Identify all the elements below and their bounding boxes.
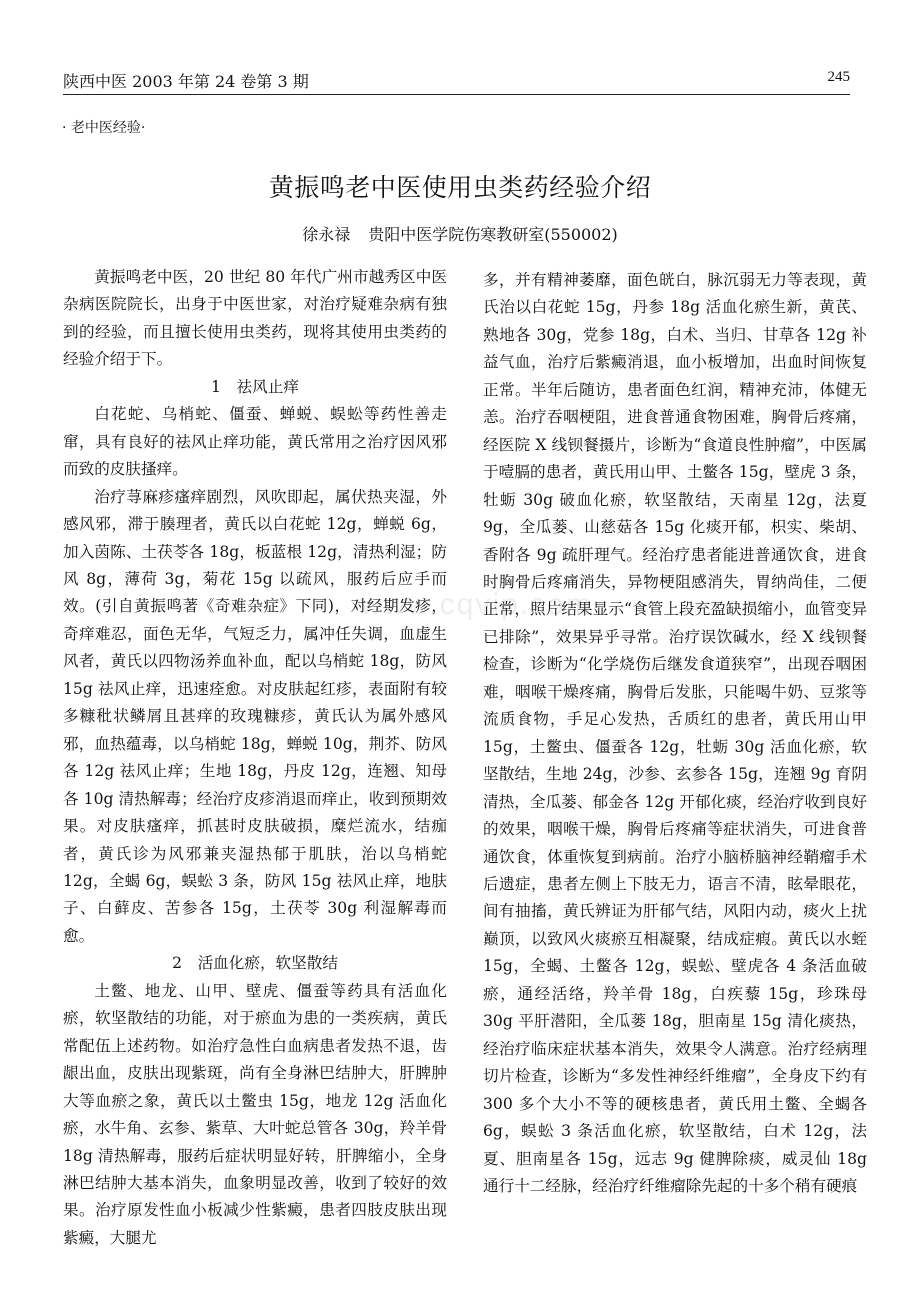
- body-paragraph: 土鳖、地龙、山甲、壁虎、僵蚕等药具有活血化瘀，软坚散结的功能，对于瘀血为患的一类疾病，黄氏常配伍上述药物。如治疗急性白血病患者发热不退，齿龈出血，皮肤出现紫斑，尚有全身淋巴结肿大，肝脾肿大等血瘀之象，黄氏以土鳖虫 15g，地龙 12g 活血化瘀，水牛角、玄参、紫草、大叶蛇总管各 30g，羚羊骨 18g 清热解毒，服药后症状明显好转，肝脾缩小，全身淋巴结肿大基本消失，血象明显改善，收到了较好的效果。治疗原发性血小板减少性紫癜，患者四肢皮肤出现紫癜，大腿尤: [63, 981, 447, 1247]
- page-number: 245: [827, 69, 850, 85]
- section-heading-1: 1 祛风止痒: [211, 377, 299, 396]
- author-affiliation: 贵阳中医学院伤寒教研室(550002): [368, 225, 618, 244]
- running-header: [63, 66, 850, 95]
- intro-paragraph: 黄振鸣老中医，20 世纪 80 年代广州市越秀区中医杂病医院院长，出身于中医世家，对治疗疑难杂病有独到的经验，而且擅长使用虫类药，现将其使用虫类药的经验介绍于下。: [63, 268, 447, 369]
- body-paragraph: 治疗荨麻疹瘙痒剧烈，风吹即起，属伏热夹湿，外感风邪，滞于腠理者，黄氏以白花蛇 12g，蝉蜕 6g，加入茵陈、土茯苓各 18g，板蓝根 12g，清热利湿；防风 8g，薄荷 3g，菊花 15g 以疏风，服药后应手而效。(引自黄振鸣著《奇难杂症》下同)，对经期发疹，奇痒难忍，面色无华，气短乏力，属冲任失调，血虚生风者，黄氏以四物汤养血补血，配以乌梢蛇 18g，防风 15g 祛风止痒，迅速痊愈。对皮肤起红疹，表面附有较多糠秕状鳞屑且甚痒的玫瑰糠疹，黄氏认为属外感风邪，血热蕴毒，以乌梢蛇 18g，蝉蜕 10g，荆芥、防风各 12g 祛风止痒；生地 18g，丹皮 12g，连翘、知母各 10g 清热解毒；经治疗皮疹消退而痒止，收到预期效果。对皮肤瘙痒，抓甚时皮肤破损，糜烂流水，结痂者，黄氏诊为风邪兼夹湿热郁于肌肤，治以乌梢蛇 12g，全蝎 6g，蜈蚣 3 条，防风 15g 祛风止痒，地肤子、白藓皮、苦参各 15g，土茯苓 30g 利湿解毒而愈。: [63, 487, 447, 945]
- author-name: 徐永禄: [302, 225, 351, 244]
- watermark: www.cqvip.com: [360, 588, 593, 621]
- byline: [0, 222, 920, 245]
- article-title: 黄振鸣老中医使用虫类药经验介绍: [268, 173, 652, 202]
- right-column: [483, 267, 867, 1200]
- body-paragraph-continued: 多，并有精神萎靡，面色㿠白，脉沉弱无力等表现，黄氏治以白花蛇 15g，丹参 18g 活血化瘀生新，黄芪、熟地各 30g，党参 18g，白术、当归、甘草各 12g 补益气血，治疗后紫癜消退，血小板增加，出血时间恢复正常。半年后随访，患者面色红润，精神充沛，体健无恙。治疗吞咽梗阻，进食普通食物困难，胸骨后疼痛，经医院 X 线钡餐摄片，诊断为“食道良性肿瘤”，中医属于噎膈的患者，黄氏用山甲、土鳖各 15g，壁虎 3 条，牡蛎 30g 破血化瘀，软坚散结，天南星 12g，法夏 9g，全瓜蒌、山慈菇各 15g 化痰开郁，枳实、柴胡、香附各 9g 疏肝理气。经治疗患者能进普通饮食，进食时胸骨后疼痛消失，异物梗阻感消失，胃纳尚佳，二便正常，照片结果显示“食管上段充盈缺损缩小，血管变异已排除”，效果异乎寻常。治疗误饮碱水，经 X 线钡餐检查，诊断为“化学烧伤后继发食道狭窄”，出现吞咽困难，咽喉干燥疼痛，胸骨后发胀，只能喝牛奶、豆浆等流质食物，手足心发热，舌质红的患者，黄氏用山甲 15g，土鳖虫、僵蚕各 12g，牡蛎 30g 活血化瘀，软坚散结，生地 24g，沙参、玄参各 15g，连翘 9g 育阴清热，全瓜蒌、郁金各 12g 开郁化痰，经治疗收到良好的效果，咽喉干燥，胸骨后疼痛等症状消失，可进食普通饮食，体重恢复到病前。治疗小脑桥脑神经鞘瘤手术后遗症，患者左侧上下肢无力，语言不清，眩晕眼花，间有抽搐，黄氏辨证为肝郁气结，风阳内动，痰火上扰巅顶，以致风火痰瘀互相凝聚，结成症瘕。黄氏以水蛭 15g，全蝎、土鳖各 12g，蜈蚣、壁虎各 4 条活血破瘀，通经活络，羚羊骨 18g，白疾藜 15g，珍珠母 30g 平肝潜阳，全瓜蒌 18g，胆南星 15g 清化痰热，经治疗临床症状基本消失，效果令人满意。治疗经病理切片检查，诊断为“多发性神经纤维瘤”，全身皮下约有 300 多个大小不等的硬核患者，黄氏用土鳖、全蝎各 6g，蜈蚣 3 条活血化瘀，软坚散结，白术 12g，法夏、胆南星各 15g，远志 9g 健脾除痰，威灵仙 18g 通行十二经脉，经治疗纤维瘤除先起的十多个稍有硬痕: [483, 271, 867, 1195]
- left-column: [63, 264, 447, 1252]
- body-paragraph: 白花蛇、乌梢蛇、僵蚕、蝉蜕、蜈蚣等药性善走窜，具有良好的祛风止痒功能，黄氏常用之治疗因风邪而致的皮肤搔痒。: [63, 405, 447, 479]
- section-heading-2: 2 活血化瘀，软坚散结: [172, 954, 338, 973]
- journal-info: 陕西中医 2003 年第 24 卷第 3 期: [63, 72, 309, 91]
- column-tag: · 老中医经验·: [62, 120, 146, 136]
